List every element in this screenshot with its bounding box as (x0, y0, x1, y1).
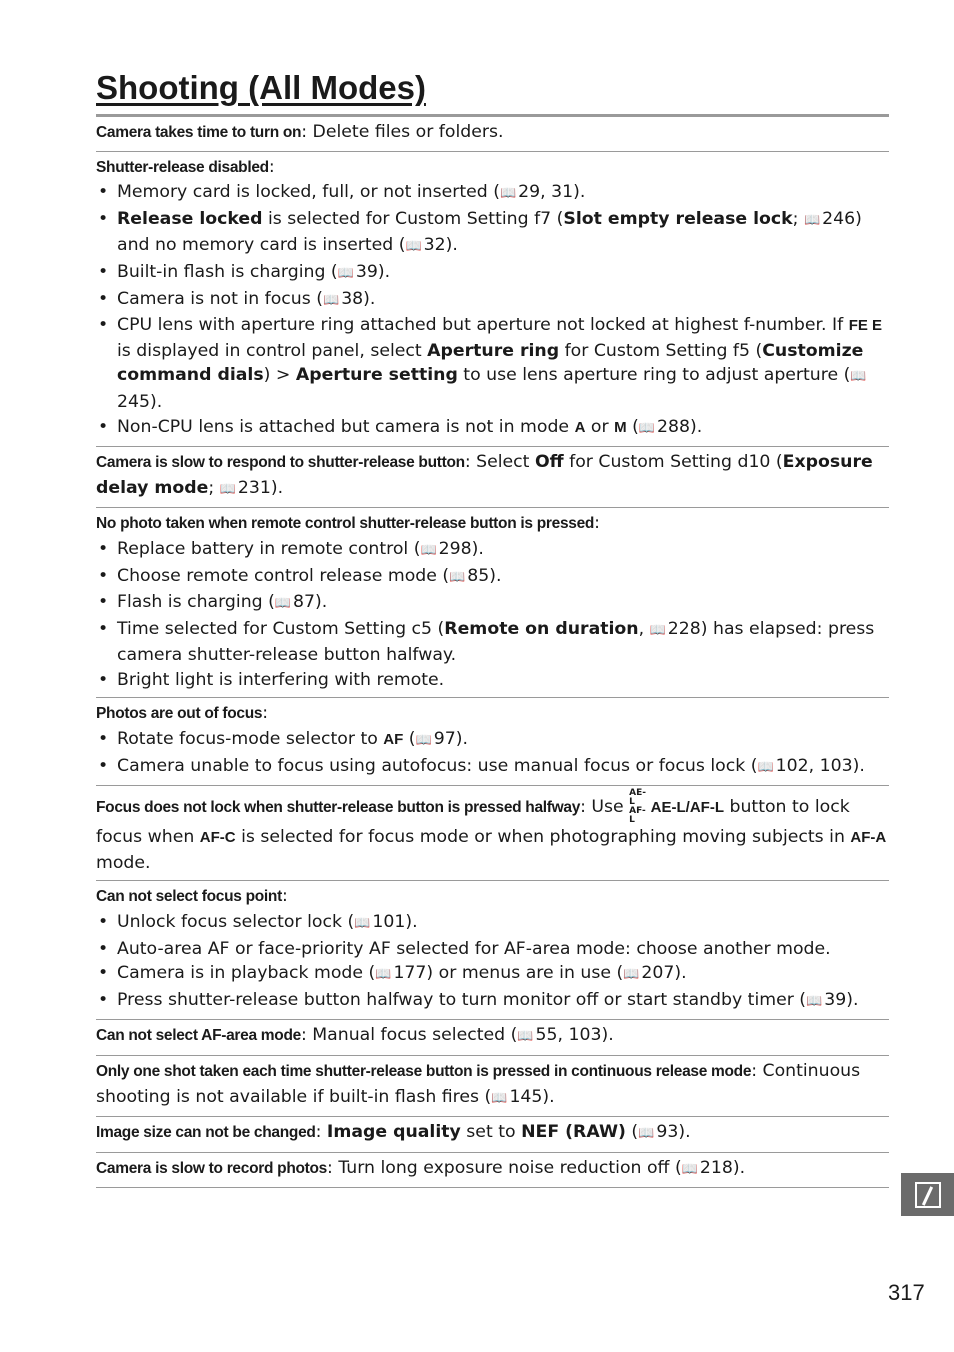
list-item: • Flash is charging (📖 87). (96, 590, 889, 617)
bullet-list (96, 180, 889, 441)
list-item: • Choose remote control release mode (📖 85). (96, 564, 889, 591)
page-title: Shooting (All Modes) (96, 69, 426, 106)
book-icon: 📖 (420, 542, 437, 558)
list-item: • Memory card is locked, full, or not inserted (📖 29, 31). (96, 180, 889, 207)
list-item: • CPU lens with aperture ring attached but aperture not locked at highest f-number. If FE E is displayed in control panel, select Aperture ring for Custom Setting f5 (Customize command dials) > Aperture setting to use lens aperture ring to adjust aperture (📖245). (96, 313, 889, 414)
list-item: • Replace battery in remote control (📖 298). (96, 537, 889, 564)
section-shutter-disabled: Shutter-release disabled: • Memory card is locked, full, or not inserted (📖 29, 31). • Release locked is selected for Custom Setting f7 (Slot empty release lock; 📖 246) and no memory card is inserted (📖 32). • Built-in flash is charging (📖 39). • Camera is not in focus (📖 38). • CPU lens with aperture ring attached but aperture not locked at highest f-number. If FE E is displayed in control panel, select Aperture ring for Custom Setting f5 (Customize command dials) > Aperture setting to use lens aperture ring to adjust aperture (📖245). • Non-CPU lens is attached but camera is not in mode A or M (📖 288). (96, 151, 889, 447)
control-panel-display: FE E (848, 317, 883, 335)
section-slow-record: Camera is slow to record photos: Turn long exposure noise reduction off (📖 218). (96, 1152, 889, 1189)
list-item: • Press shutter-release button halfway to turn monitor off or start standby timer (📖 39). (96, 988, 889, 1015)
list-item: • Time selected for Custom Setting c5 (Remote on duration, 📖 228) has elapsed: press camera shutter-release button halfway. (96, 617, 889, 668)
section-focus-lock: Focus does not lock when shutter-release button is pressed halfway: Use AE-L AF-L AE-L/AF-L button to lock focus when AF-C is selected for focus mode or when photographing moving subjects in AF-A mode. (96, 785, 889, 880)
bullet-list (96, 727, 889, 780)
section-text: Delete files or folders. (312, 122, 504, 142)
list-item: • Non-CPU lens is attached but camera is not in mode A or M (📖 288). (96, 415, 889, 442)
section-heading: Image size can not be changed (96, 1124, 316, 1142)
book-icon: 📖 (649, 622, 666, 638)
list-item: • Unlock focus selector lock (📖 101). (96, 910, 889, 937)
book-icon: 📖 (499, 186, 517, 202)
book-icon: 📖 (323, 292, 340, 308)
book-icon: 📖 (415, 733, 432, 749)
list-item: • Camera is in playback mode (📖 177) or menus are in use (📖 207). (96, 961, 889, 988)
list-item: • Release locked is selected for Custom Setting f7 (Slot empty release lock; 📖 246) and no memory card is inserted (📖 32). (96, 207, 889, 260)
list-item: • Auto-area AF or face-priority AF selected for AF-area mode: choose another mode. (96, 937, 889, 962)
book-icon: 📖 (638, 1126, 655, 1142)
list-item: • Camera unable to focus using autofocus: use manual focus or focus lock (📖 102, 103). (96, 754, 889, 781)
book-icon: 📖 (757, 759, 774, 775)
section-af-area: Can not select AF-area mode: Manual focus selected (📖 55, 103). (96, 1019, 889, 1055)
section-heading: Camera takes time to turn on (96, 124, 302, 141)
book-icon: 📖 (375, 967, 392, 983)
section-heading: Camera is slow to respond to shutter-release button (96, 454, 465, 472)
section-heading: Focus does not lock when shutter-release button is pressed halfway (96, 799, 581, 817)
section-remote: No photo taken when remote control shutter-release button is pressed: • Replace battery in remote control (📖 298). • Choose remote control release mode (📖 85). • Flash is charging (📖 87). • Time selected for Custom Setting c5 (Remote on duration, 📖 228) has elapsed: press camera shutter-release button halfway. • Bright light is interfering with remote. (96, 507, 889, 697)
book-icon: 📖 (623, 967, 640, 983)
section-heading: Can not select focus point (96, 888, 282, 906)
page-number: 317 (888, 1280, 925, 1305)
book-icon: 📖 (219, 481, 236, 497)
list-item: • Bright light is interfering with remote. (96, 668, 889, 693)
list-item: • Rotate focus-mode selector to AF (📖 97). (96, 727, 889, 754)
section-image-size: Image size can not be changed: Image quality set to NEF (RAW) (📖 93). (96, 1116, 889, 1152)
book-icon: 📖 (806, 993, 823, 1009)
section-turn-on: Camera takes time to turn on: Delete files or folders. (96, 114, 889, 151)
book-icon: 📖 (491, 1090, 508, 1106)
section-slow-respond: Camera is slow to respond to shutter-release button: Select Off for Custom Setting d10 (Exposure delay mode; 📖 231). (96, 446, 889, 507)
list-item: • Camera is not in focus (📖 38). (96, 287, 889, 314)
book-icon: 📖 (803, 212, 821, 228)
book-icon: 📖 (449, 569, 466, 585)
chapter-tab[interactable] (901, 1173, 954, 1216)
book-icon: 📖 (337, 265, 354, 281)
section-heading: Can not select AF-area mode (96, 1027, 301, 1045)
book-icon: 📖 (681, 1161, 698, 1177)
troubleshooting-icon (915, 1182, 941, 1208)
book-icon: 📖 (405, 239, 422, 255)
list-item: • Built-in flash is charging (📖 39). (96, 260, 889, 287)
section-heading: Camera is slow to record photos (96, 1159, 328, 1177)
book-icon: 📖 (274, 596, 292, 612)
book-icon: 📖 (354, 916, 371, 932)
section-heading: Shutter-release disabled (96, 158, 269, 176)
section-heading: Photos are out of focus (96, 705, 263, 723)
ae-l-af-l-button-icon: AE-L AF-L (629, 788, 647, 826)
section-out-of-focus: Photos are out of focus: • Rotate focus-mode selector to AF (📖 97). • Camera unable to focus using autofocus: use manual focus or focus lock (📖 102, 103). (96, 697, 889, 785)
book-icon: 📖 (850, 369, 867, 385)
bullet-list (96, 537, 889, 693)
section-one-shot: Only one shot taken each time shutter-release button is pressed in continuous release mode: Continuous shooting is not available if built-in flash fires (📖 145). (96, 1055, 889, 1116)
book-icon: 📖 (517, 1029, 534, 1045)
bullet-list (96, 910, 889, 1014)
section-focus-point: Can not select focus point: • Unlock focus selector lock (📖 101). • Auto-area AF or face-priority AF selected for AF-area mode: choose another mode. • Camera is in playback mode (📖 177) or menus are in use (📖 207). • Press shutter-release button halfway to turn monitor off or start standby timer (📖 39). (96, 880, 889, 1019)
manual-page (96, 66, 889, 1188)
book-icon: 📖 (638, 420, 656, 436)
section-heading: Only one shot taken each time shutter-release button is pressed in continuous release mode (96, 1063, 752, 1080)
section-heading: No photo taken when remote control shutter-release button is pressed (96, 515, 595, 533)
